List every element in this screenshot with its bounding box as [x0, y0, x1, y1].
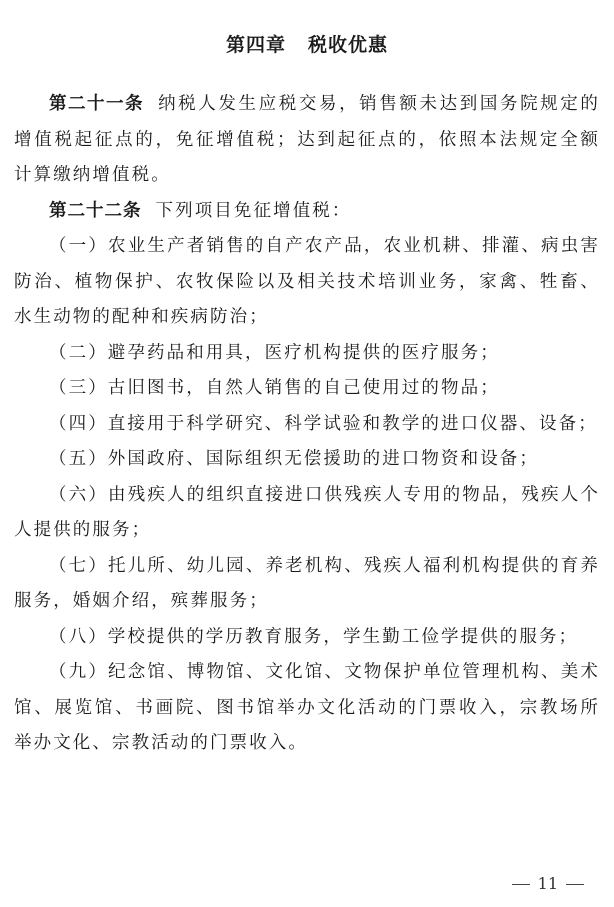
exemption-item-7: （七）托儿所、幼儿园、养老机构、残疾人福利机构提供的育养服务，婚姻介绍，殡葬服务；: [14, 555, 600, 611]
chapter-title: 税收优惠: [308, 34, 389, 56]
article-21-text: 纳税人发生应税交易，销售额未达到国务院规定的增值税起征点的，免征增值税；达到起征点的，依照本法规定全额计算缴纳增值税。: [14, 94, 601, 185]
exemption-item-5: （五）外国政府、国际组织无偿援助的进口物资和设备；: [49, 449, 539, 469]
exemption-item-9: （九）纪念馆、博物馆、文化馆、文物保护单位管理机构、美术馆、展览馆、书画院、图书馆举办文化活动的门票收入，宗教场所举办文化、宗教活动的门票收入。: [14, 662, 600, 753]
page-number-value: 11: [537, 874, 558, 893]
exemption-item-6: （六）由残疾人的组织直接进口供残疾人专用的物品，残疾人个人提供的服务；: [14, 484, 600, 540]
exemption-item-1: （一）农业生产者销售的自产农产品，农业机耕、排灌、病虫害防治、植物保护、农牧保险以及相关技术培训业务，家禽、牲畜、水生动物的配种和疾病防治；: [14, 236, 600, 327]
exemption-item-3: （三）古旧图书，自然人销售的自己使用过的物品；: [49, 378, 500, 398]
document-body: [14, 87, 600, 762]
article-21-number: 第二十一条: [49, 94, 145, 114]
article-22-number: 第二十二条: [49, 200, 142, 221]
chapter-heading: [0, 30, 614, 57]
page-footer: [0, 874, 614, 893]
exemption-item-4: （四）直接用于科学研究、科学试验和教学的进口仪器、设备；: [49, 413, 598, 434]
page-number: [504, 874, 592, 893]
article-21: [14, 87, 600, 194]
exemption-item-8: （八）学校提供的学历教育服务，学生勤工俭学提供的服务；: [49, 626, 579, 647]
article-22-text: 下列项目免征增值税：: [155, 200, 352, 221]
exemption-item-2: （二）避孕药品和用具，医疗机构提供的医疗服务；: [49, 342, 500, 363]
right-dash: [566, 884, 584, 885]
left-dash: [512, 884, 530, 885]
article-22: [14, 194, 600, 230]
chapter-number: 第四章: [225, 34, 286, 56]
